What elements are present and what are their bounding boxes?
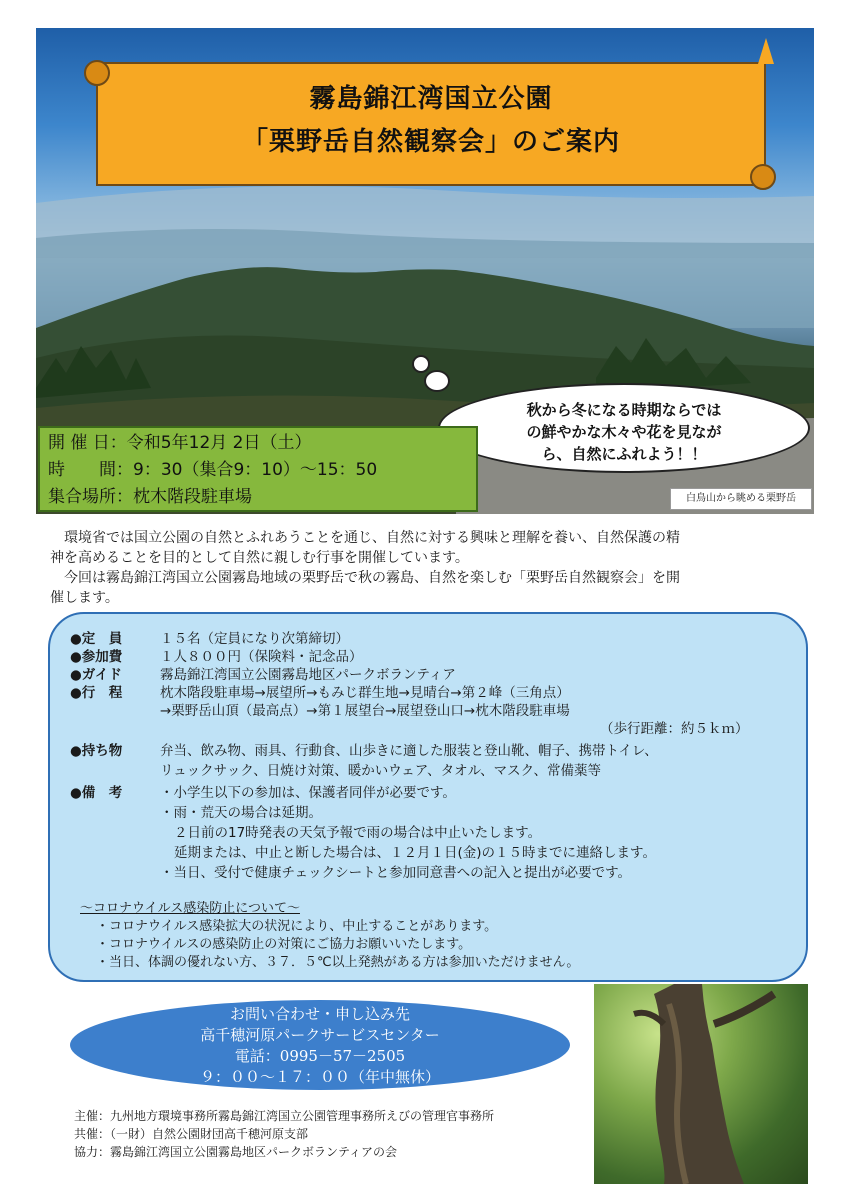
covid-line2: ・コロナウイルスの感染防止の対策にご協力お願いいたします。 [96, 937, 472, 952]
notes-line3: ２日前の17時発表の天気予報で雨の場合は中止いたします。 [174, 825, 542, 841]
notes-line2: ・雨・荒天の場合は延期。 [160, 805, 322, 821]
intro-p1-line1: 環境省では国立公園の自然とふれあうことを通じ、自然に対する興味と理解を養い、自然保護の精 [50, 530, 680, 546]
scroll-flag-tip [758, 38, 774, 64]
intro-p2-line2: 催します。 [50, 590, 119, 606]
tree-trunk-illustration [594, 984, 808, 1184]
items-label: ●持ち物 [70, 743, 123, 759]
items-line1: 弁当、飲み物、雨具、行動食、山歩きに適した服装と登山靴、帽子、携帯トイレ、 [160, 743, 658, 759]
covid-line3: ・当日、体調の優れない方、３７．５℃以上発熱がある方は参加いただけません。 [96, 955, 580, 970]
thought-bubble [438, 383, 810, 473]
event-place: 集合場所：枕木階段駐車場 [48, 487, 252, 507]
route-line1: 枕木階段駐車場→展望所→もみじ群生地→見晴台→第２峰（三角点） [160, 685, 570, 701]
bubble-line3: ら、自然にふれよう！！ [541, 445, 707, 463]
sponsor-co-organizer: 共催：（一財）自然公園財団高千穂河原支部 [74, 1127, 309, 1141]
notes-line5: ・当日、受付で健康チェックシートと参加同意書への記入と提出が必要です。 [160, 865, 632, 881]
photo-caption: 白鳥山から眺める栗野岳 [670, 488, 812, 510]
route-line2: →栗野岳山頂（最高点）→第１展望台→展望登山口→枕木階段駐車場 [160, 703, 570, 719]
contact-oval [70, 1000, 570, 1090]
route-label: ●行 程 [70, 685, 123, 701]
scroll-curl-left [84, 60, 110, 86]
thought-dot-large [424, 370, 450, 392]
contact-phone: 電話：0995－57－2505 [234, 1047, 406, 1065]
capacity-label: ●定 員 [70, 631, 123, 647]
items-line2: リュックサック、日焼け対策、暖かいウェア、タオル、マスク、常備薬等 [160, 763, 602, 779]
scroll-curl-right [750, 164, 776, 190]
banner-title-line2: 「栗野岳自然観察会」のご案内 [241, 127, 620, 157]
bubble-line1: 秋から冬になる時期ならでは [526, 401, 722, 419]
sponsor-cooperation: 協力：霧島錦江湾国立公園霧島地区パークボランティアの会 [74, 1145, 398, 1159]
capacity-value: １５名（定員になり次第締切） [160, 631, 349, 647]
notes-line1: ・小学生以下の参加は、保護者同伴が必要です。 [160, 785, 456, 801]
thought-dot-small [412, 355, 430, 373]
forest-tree-photo [594, 984, 808, 1184]
title-banner [96, 62, 766, 186]
covid-title: 〜コロナウイルス感染防止について〜 [80, 901, 300, 916]
intro-paragraph-1 [50, 528, 790, 568]
fee-label: ●参加費 [70, 649, 123, 665]
notes-line4: 延期または、中止と断した場合は、１２月１日(金)の１５時までに連絡します。 [174, 845, 656, 861]
contact-org: 高千穂河原パークサービスセンター [200, 1026, 440, 1044]
intro-p1-line2: 神を高めることを目的として自然に親しむ行事を開催しています。 [50, 550, 469, 566]
guide-value: 霧島錦江湾国立公園霧島地区パークボランティア [160, 667, 456, 683]
contact-hours: ９：００〜１７：００（年中無休） [199, 1068, 440, 1086]
sponsor-organizer: 主催：九州地方環境事務所霧島錦江湾国立公園管理事務所えびの管理官事務所 [74, 1109, 495, 1123]
guide-label: ●ガイド [70, 667, 122, 683]
intro-paragraph-2 [50, 568, 790, 608]
banner-title-line1: 霧島錦江湾国立公園 [309, 84, 553, 114]
intro-p2-line1: 今回は霧島錦江湾国立公園霧島地域の栗野岳で秋の霧島、自然を楽しむ「栗野岳自然観察会」を開 [50, 570, 680, 586]
fee-value: １人８００円（保険料・記念品） [160, 649, 363, 665]
event-date: 開 催 日：令和5年12月 2日（土） [48, 433, 312, 453]
bubble-line2: の鮮やかな木々や花を見なが [526, 423, 722, 441]
notes-label: ●備 考 [70, 785, 123, 801]
route-distance: （歩行距離：約５ｋｍ） [600, 721, 749, 737]
event-info-box [38, 426, 478, 512]
covid-line1: ・コロナウイルス感染拡大の状況により、中止することがあります。 [96, 919, 498, 934]
contact-title: お問い合わせ・申し込み先 [229, 1005, 410, 1023]
event-time: 時 間：9：30（集合9：10）〜15：50 [48, 460, 378, 480]
